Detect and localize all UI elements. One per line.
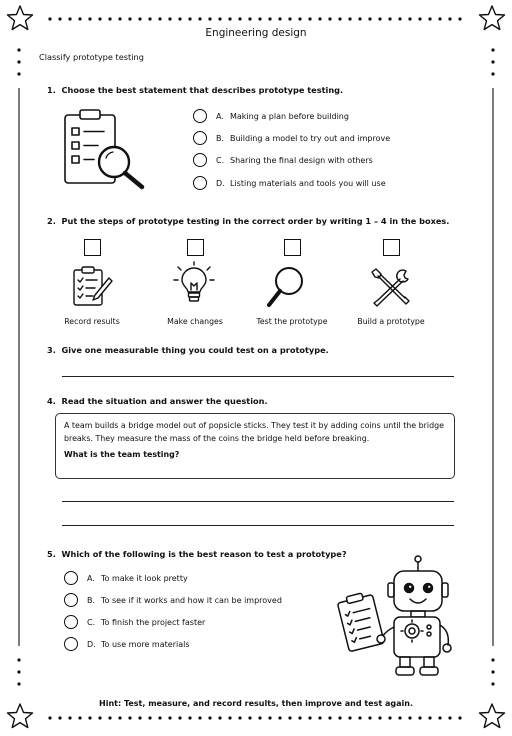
option-letter: C. [216,155,225,165]
q5-number: 5. [47,549,56,559]
option-letter: D. [216,178,225,188]
q3-answer-line[interactable] [62,376,454,377]
magnifier-icon [265,265,307,309]
q5-option-a[interactable] [64,571,188,585]
robot-with-clipboard-icon [336,555,456,677]
option-letter: B. [216,133,225,143]
situation-text: A team builds a bridge model out of popsicle sticks. They test it by adding coins until the bridge breaks. They measure the mass of the coins the bridge held before breaking. [64,421,444,443]
page-subtitle: Classify prototype testing [39,52,144,62]
option-letter: B. [87,595,96,605]
radio-circle[interactable] [193,153,207,167]
checklist-magnifier-icon [62,108,148,190]
situation-box [55,413,455,479]
hint-text: Hint: Test, measure, and record results, then improve and test again. [99,699,413,708]
order-box-record-results[interactable] [84,239,101,256]
radio-circle[interactable] [64,593,78,607]
clipboard-icon [71,266,115,308]
border-dots-top [48,17,461,20]
radio-circle[interactable] [64,571,78,585]
step-label-test-the-prototype: Test the prototype [256,317,328,326]
q4-answer-line-2[interactable] [62,525,454,526]
radio-circle[interactable] [64,615,78,629]
radio-circle[interactable] [193,131,207,145]
q5-option-c[interactable] [64,615,205,629]
radio-circle[interactable] [64,637,78,651]
option-text: Sharing the final design with others [230,155,373,165]
option-text: Making a plan before building [230,111,349,121]
q2-number: 2. [47,216,56,226]
step-label-record-results: Record results [64,317,120,326]
option-letter: D. [87,639,96,649]
situation-prompt: What is the team testing? [64,450,180,459]
option-text: Listing materials and tools you will use [230,178,386,188]
border-dots-bottom [48,716,461,719]
q1-number: 1. [47,85,56,95]
star-icon [480,6,505,30]
q4-question [47,396,268,406]
page-title: Engineering design [205,27,307,39]
q1-option-d[interactable] [193,176,386,190]
step-label-make-changes: Make changes [167,317,223,326]
q3-question [47,345,329,355]
order-box-test-the-prototype[interactable] [284,239,301,256]
q1-option-a[interactable] [193,109,349,123]
option-text: To make it look pretty [101,573,188,583]
option-text: To use more materials [101,639,190,649]
q5-question [47,549,347,559]
q1-option-c[interactable] [193,153,373,167]
q5-text: Which of the following is the best reason to test a prototype? [61,549,347,559]
radio-circle[interactable] [193,109,207,123]
option-text: To see if it works and how it can be improved [101,595,282,605]
q5-option-b[interactable] [64,593,282,607]
option-letter: A. [87,573,95,583]
lightbulb-icon [174,265,214,307]
q3-number: 3. [47,345,56,355]
q4-answer-line-1[interactable] [62,501,454,502]
star-icon [8,6,33,30]
radio-circle[interactable] [193,176,207,190]
order-box-build-a-prototype[interactable] [383,239,400,256]
q1-option-b[interactable] [193,131,390,145]
option-letter: C. [87,617,96,627]
q5-option-d[interactable] [64,637,190,651]
option-text: To finish the project faster [101,617,206,627]
q4-text: Read the situation and answer the question. [61,396,268,406]
q1-text: Choose the best statement that describes prototype testing. [61,85,344,95]
q2-text: Put the steps of prototype testing in the correct order by writing 1 – 4 in the boxes. [61,216,450,226]
q1-question [47,85,343,95]
option-letter: A. [216,111,224,121]
step-label-build-a-prototype: Build a prototype [357,317,425,326]
order-box-make-changes[interactable] [187,239,204,256]
q2-question [47,216,449,226]
tools-icon [370,267,412,307]
option-text: Building a model to try out and improve [230,133,391,143]
q4-number: 4. [47,396,56,406]
q3-text: Give one measurable thing you could test on a prototype. [61,345,329,355]
